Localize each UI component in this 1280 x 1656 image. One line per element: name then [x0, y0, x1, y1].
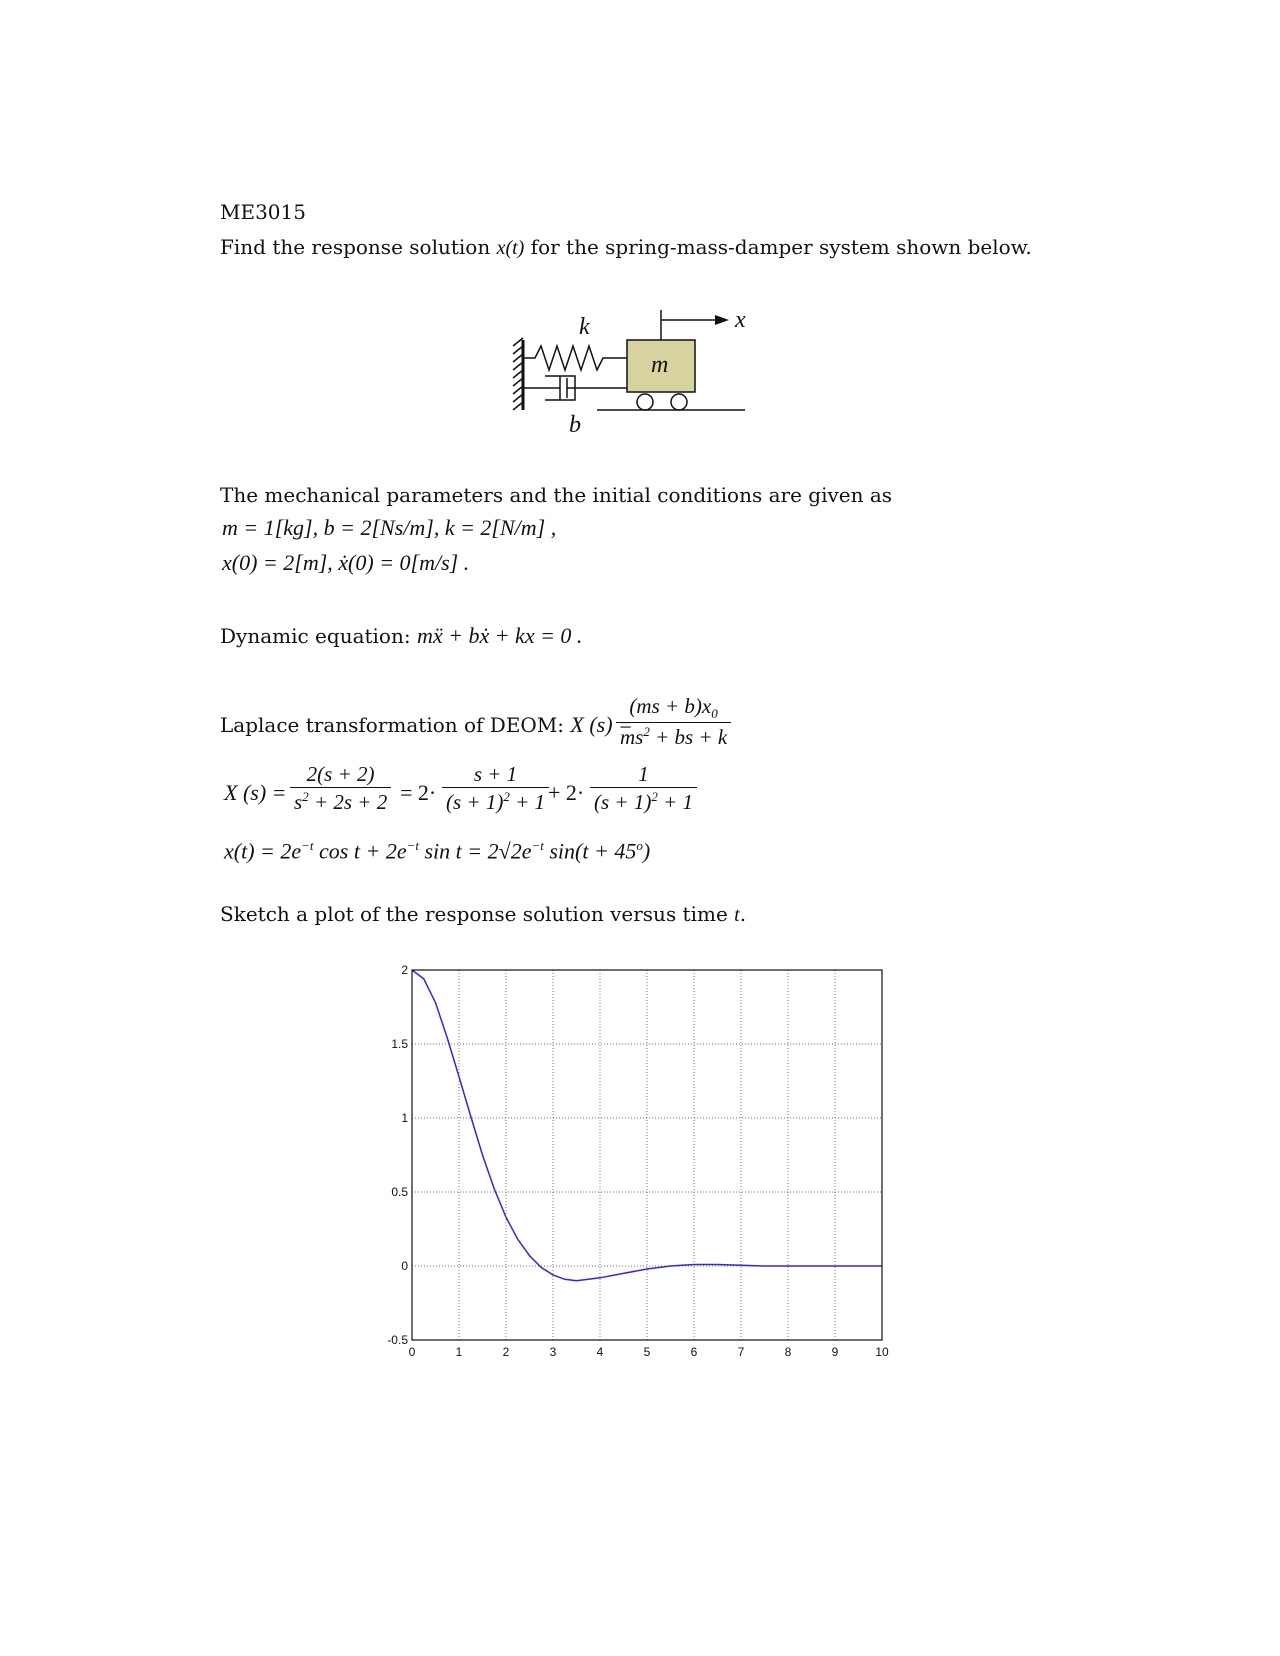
spring	[523, 346, 627, 370]
expansion-lhs: X (s) =	[224, 780, 287, 805]
mass-label: m	[651, 352, 669, 378]
damper	[523, 376, 627, 400]
params-line1: m = 1[kg], b = 2[Ns/m], k = 2[N/m] ,	[222, 515, 557, 540]
spring-mass-damper-diagram	[505, 310, 765, 450]
course-code: ME3015	[220, 200, 306, 224]
x-tick-label: 6	[690, 1345, 698, 1359]
y-tick-label: 1.5	[391, 1037, 408, 1051]
damper-label: b	[569, 412, 581, 438]
expansion-eq2: = 2·	[400, 780, 437, 805]
problem-post: for the spring-mass-damper system shown below.	[524, 235, 1032, 259]
laplace-denominator: $ms^2$ + bs + k	[616, 722, 731, 750]
x-tick-label: 1	[455, 1345, 463, 1359]
wheel-right	[671, 394, 687, 410]
x-tick-label: 3	[549, 1345, 557, 1359]
spring-label: k	[579, 314, 590, 340]
y-tick-label: 1	[401, 1111, 408, 1125]
x-tick-label: 5	[643, 1345, 651, 1359]
disp-arrow-head	[715, 315, 729, 325]
x-tick-label: 10	[875, 1345, 889, 1359]
expansion-plus: + 2·	[548, 780, 585, 805]
wheel-left	[637, 394, 653, 410]
y-tick-label: -0.5	[387, 1333, 408, 1347]
laplace-lhs: X (s) =	[570, 712, 633, 737]
laplace-numerator: $(ms + b)x_0$	[629, 694, 718, 722]
x-tick-label: 8	[784, 1345, 792, 1359]
plot-ticks	[387, 963, 889, 1359]
x-tick-label: 0	[408, 1345, 416, 1359]
x-tick-label: 2	[502, 1345, 510, 1359]
expansion-fraction-2: $\frac{s + 1}{(s + 1)^2 + 1}$	[442, 762, 549, 815]
expansion-fraction-3: $\frac{1}{(s + 1)^2 + 1}$	[590, 762, 697, 815]
y-tick-label: 0.5	[391, 1185, 408, 1199]
dynamic-equation	[220, 623, 582, 649]
dynamic-label: Dynamic equation:	[220, 624, 417, 648]
x-tick-label: 4	[596, 1345, 604, 1359]
problem-var: x(t)	[496, 237, 525, 259]
laplace-label: Laplace transformation of DEOM:	[220, 713, 571, 737]
solution-equation: $x(t) = 2e^{-t}$ $\cos t + 2e^{-t}$ $\sin t = 2√2e^{-t}$ $\sin(t + 45^o)$	[224, 838, 651, 864]
sketch-prompt: Sketch a plot of the response solution versus time t.	[220, 902, 747, 926]
x-tick-label: 7	[737, 1345, 745, 1359]
sketch-var: t	[734, 904, 740, 926]
response-plot	[370, 960, 890, 1360]
x-tick-label: 9	[831, 1345, 839, 1359]
dynamic-formula: mẍ + bẋ + kx = 0 .	[416, 623, 583, 648]
problem-pre: Find the response solution	[220, 235, 497, 259]
params-line2: x(0) = 2[m], ẋ(0) = 0[m/s] .	[222, 550, 470, 575]
problem-statement	[220, 235, 1032, 260]
y-tick-label: 2	[401, 963, 408, 977]
expansion-fraction-1: $\frac{2(s + 2)}{s^2 + 2s + 2}$	[290, 762, 391, 815]
disp-label: x	[735, 310, 746, 333]
laplace-fraction	[616, 694, 731, 750]
laplace-line	[220, 712, 633, 738]
params-intro: The mechanical parameters and the initial conditions are given as	[220, 483, 893, 507]
y-tick-label: 0	[401, 1259, 408, 1273]
